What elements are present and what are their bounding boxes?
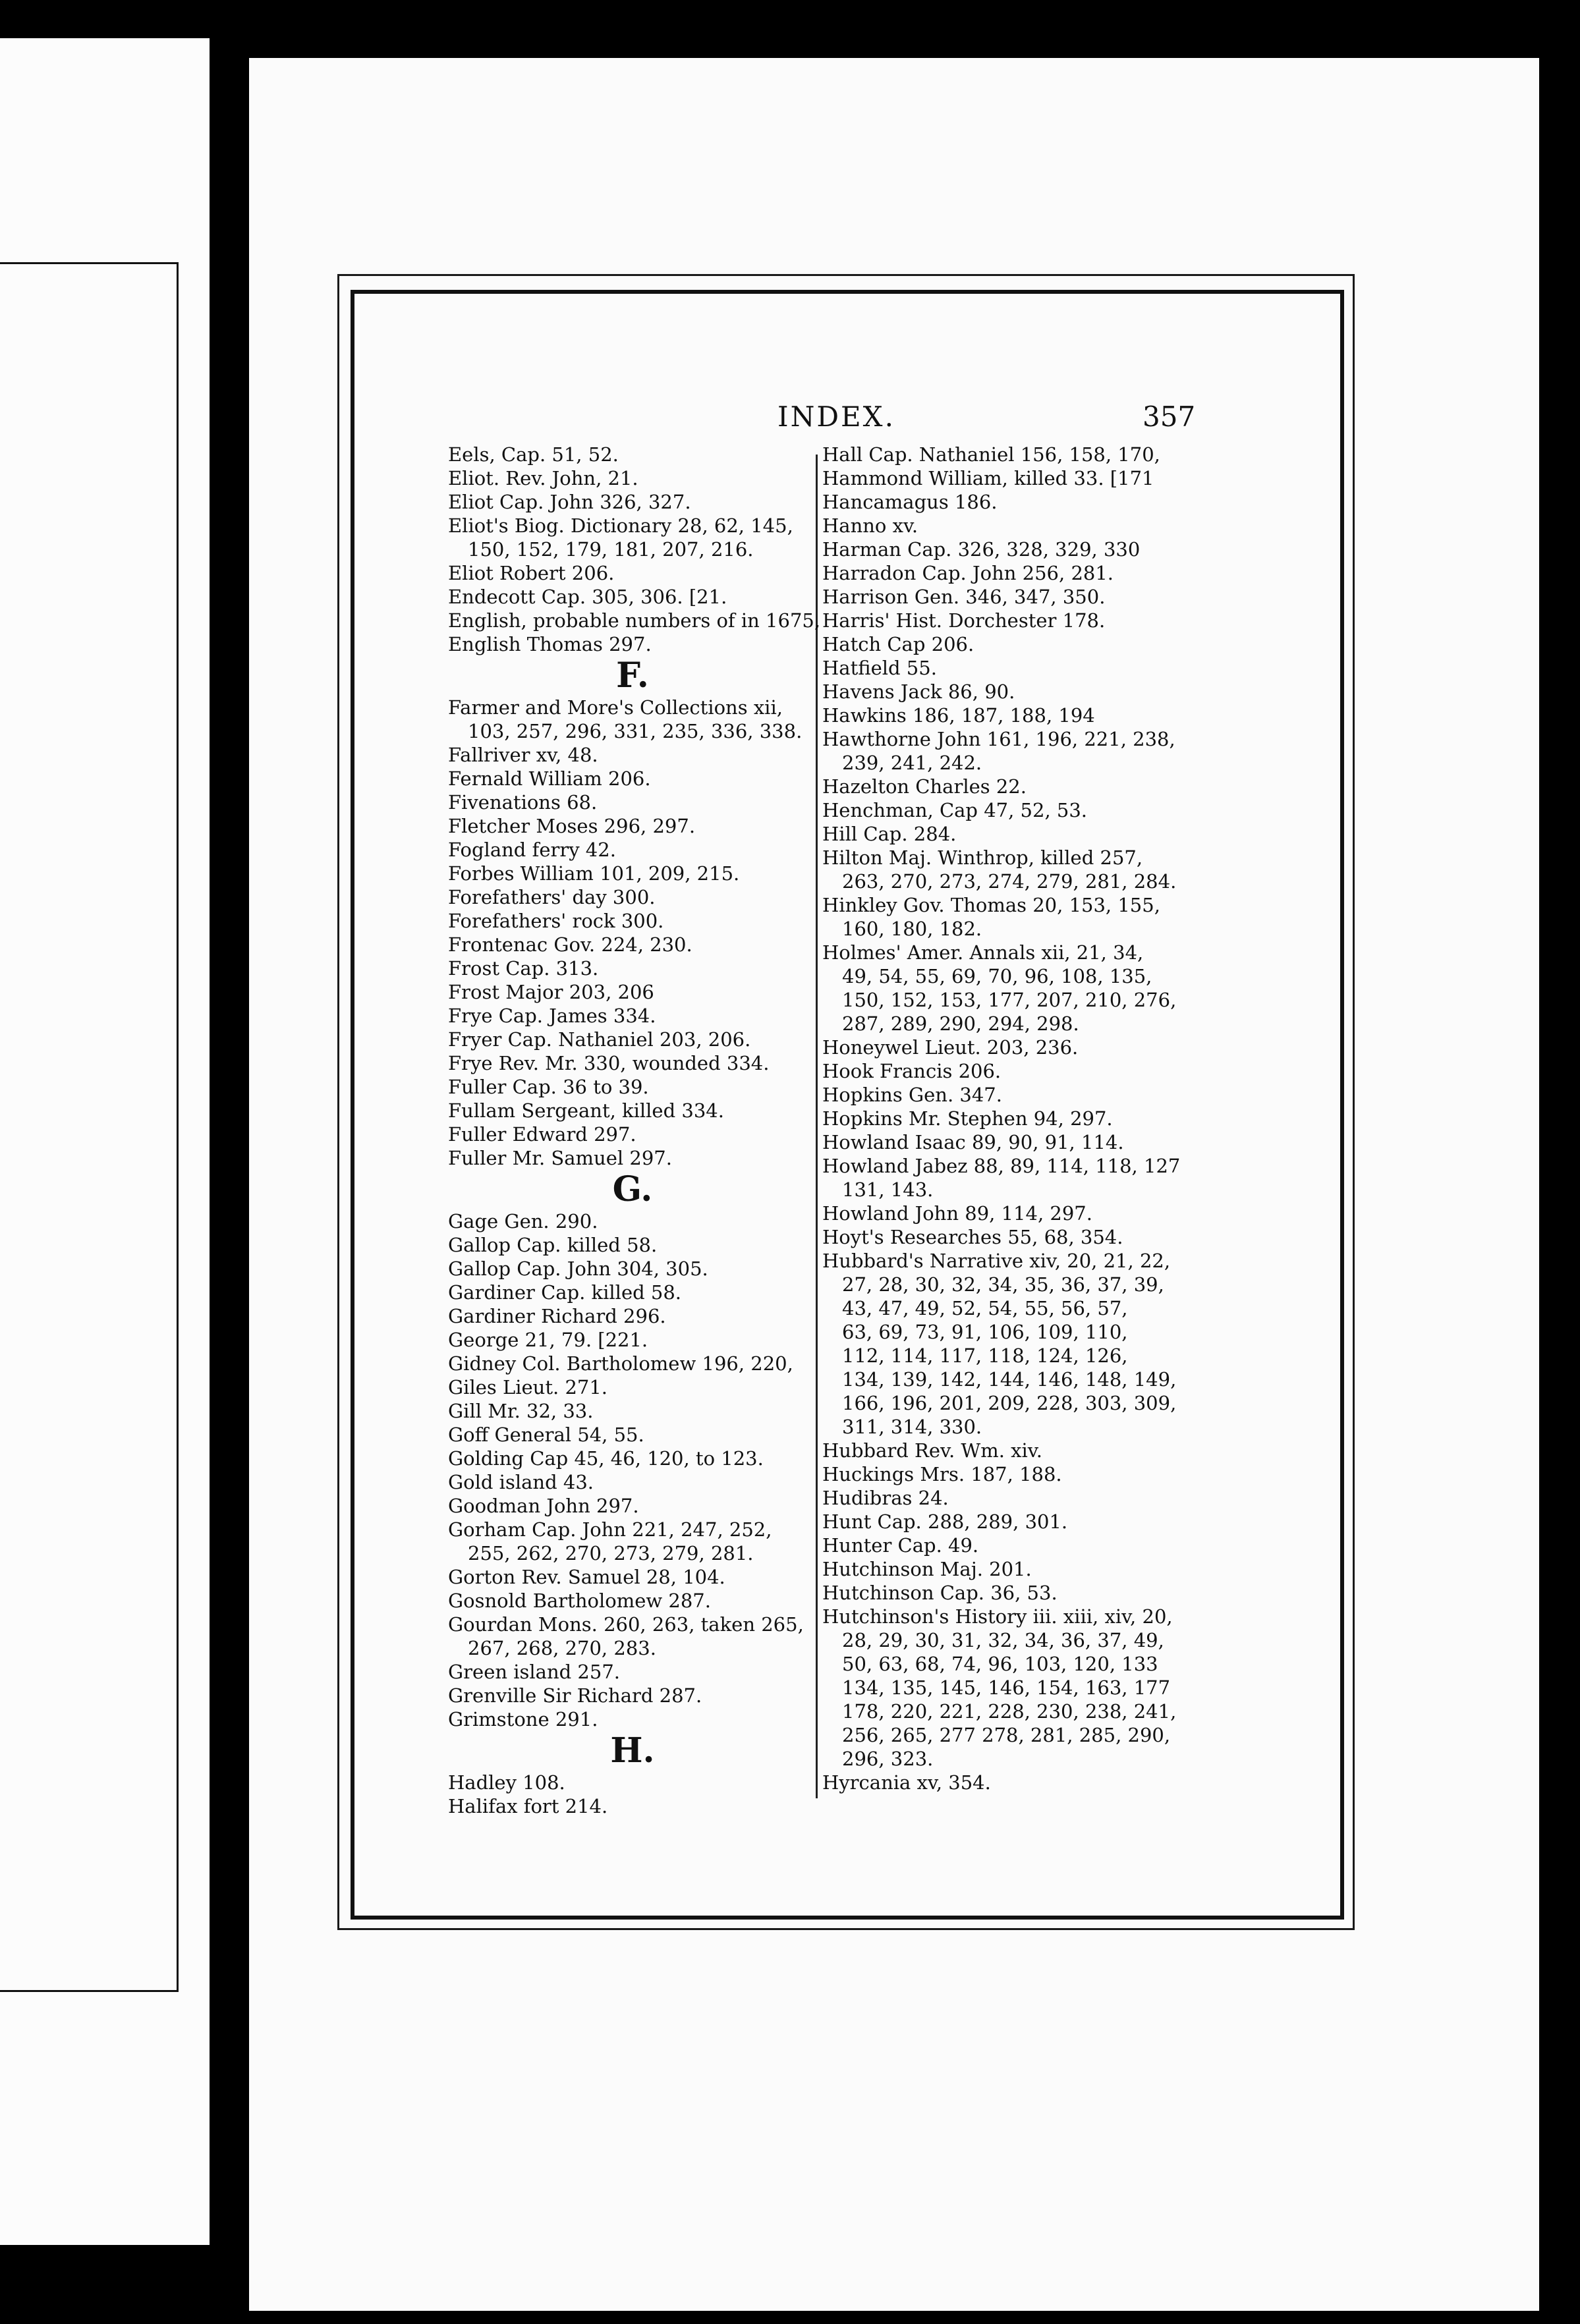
index-entry-continuation: 27, 28, 30, 32, 34, 35, 36, 37, 39, bbox=[842, 1273, 1164, 1296]
index-entry: Hadley 108. bbox=[448, 1771, 565, 1794]
index-entry: Endecott Cap. 305, 306. [21. bbox=[448, 586, 727, 608]
index-entry: Giles Lieut. 271. bbox=[448, 1376, 608, 1398]
index-entry: Hill Cap. 284. bbox=[822, 823, 957, 845]
index-entry-continuation: 134, 135, 145, 146, 154, 163, 177 bbox=[842, 1676, 1171, 1699]
running-head: INDEX. bbox=[777, 401, 895, 433]
index-entry: Golding Cap 45, 46, 120, to 123. bbox=[448, 1447, 764, 1470]
index-entry: Hoyt's Researches 55, 68, 354. bbox=[822, 1226, 1123, 1248]
index-entry-continuation: 63, 69, 73, 91, 106, 109, 110, bbox=[842, 1321, 1128, 1343]
index-entry: Fuller Edward 297. bbox=[448, 1123, 636, 1146]
index-entry: Harradon Cap. John 256, 281. bbox=[822, 562, 1114, 584]
index-entry: Huckings Mrs. 187, 188. bbox=[822, 1463, 1062, 1485]
index-entry: Hall Cap. Nathaniel 156, 158, 170, bbox=[822, 443, 1160, 466]
index-entry: Gardiner Richard 296. bbox=[448, 1305, 666, 1327]
index-entry: Hanno xv. bbox=[822, 514, 918, 537]
index-entry-continuation: 112, 114, 117, 118, 124, 126, bbox=[842, 1344, 1128, 1367]
index-entry: Harman Cap. 326, 328, 329, 330 bbox=[822, 538, 1141, 561]
index-entry: Hutchinson's History iii. xiii, xiv, 20, bbox=[822, 1605, 1173, 1628]
index-entry-continuation: 150, 152, 153, 177, 207, 210, 276, bbox=[842, 989, 1177, 1011]
index-entry: Frye Cap. James 334. bbox=[448, 1005, 656, 1027]
index-entry: Fivenations 68. bbox=[448, 791, 598, 814]
index-entry: Fernald William 206. bbox=[448, 767, 651, 790]
index-entry: Gill Mr. 32, 33. bbox=[448, 1400, 594, 1422]
index-entry: Fullam Sergeant, killed 334. bbox=[448, 1099, 724, 1122]
index-entry: Fogland ferry 42. bbox=[448, 839, 616, 861]
index-entry-continuation: 256, 265, 277 278, 281, 285, 290, bbox=[842, 1724, 1171, 1746]
index-entry: Gosnold Bartholomew 287. bbox=[448, 1590, 711, 1612]
index-entry-continuation: 267, 268, 270, 283. bbox=[468, 1637, 656, 1659]
index-entry: Hopkins Gen. 347. bbox=[822, 1084, 1002, 1106]
index-entry: Howland Jabez 88, 89, 114, 118, 127 bbox=[822, 1155, 1181, 1177]
index-entry: Hazelton Charles 22. bbox=[822, 775, 1027, 798]
facing-page bbox=[0, 38, 210, 2245]
index-entry: Grimstone 291. bbox=[448, 1708, 598, 1730]
index-entry-continuation: 255, 262, 270, 273, 279, 281. bbox=[468, 1542, 754, 1564]
index-entry: Gallop Cap. killed 58. bbox=[448, 1234, 658, 1256]
index-entry-continuation: 131, 143. bbox=[842, 1178, 934, 1201]
index-entry: Howland John 89, 114, 297. bbox=[822, 1202, 1092, 1225]
page-number: 357 bbox=[1143, 401, 1196, 433]
section-letter: G. bbox=[612, 1169, 653, 1209]
index-entry: Harris' Hist. Dorchester 178. bbox=[822, 609, 1106, 632]
index-entry: Fryer Cap. Nathaniel 203, 206. bbox=[448, 1028, 751, 1051]
index-entry: Hunter Cap. 49. bbox=[822, 1534, 979, 1557]
index-entry-continuation: 166, 196, 201, 209, 228, 303, 309, bbox=[842, 1392, 1177, 1414]
index-entry: Gorham Cap. John 221, 247, 252, bbox=[448, 1518, 772, 1541]
index-entry: Frost Cap. 313. bbox=[448, 957, 599, 980]
index-entry: Forbes William 101, 209, 215. bbox=[448, 862, 740, 885]
index-entry: Eels, Cap. 51, 52. bbox=[448, 443, 619, 466]
index-entry: Frontenac Gov. 224, 230. bbox=[448, 933, 692, 956]
index-entry: Eliot Cap. John 326, 327. bbox=[448, 491, 691, 513]
index-entry: Hudibras 24. bbox=[822, 1487, 949, 1509]
index-entry-continuation: 50, 63, 68, 74, 96, 103, 120, 133 bbox=[842, 1653, 1158, 1675]
index-entry: Hunt Cap. 288, 289, 301. bbox=[822, 1510, 1068, 1533]
index-entry: Gage Gen. 290. bbox=[448, 1210, 598, 1232]
index-column-right bbox=[822, 443, 1199, 1794]
index-entry: Gallop Cap. John 304, 305. bbox=[448, 1258, 708, 1280]
index-entry-continuation: 287, 289, 290, 294, 298. bbox=[842, 1012, 1079, 1035]
index-entry: Honeywel Lieut. 203, 236. bbox=[822, 1036, 1079, 1059]
index-entry: Hawthorne John 161, 196, 221, 238, bbox=[822, 728, 1175, 750]
index-entry: Frost Major 203, 206 bbox=[448, 981, 654, 1003]
index-entry: Holmes' Amer. Annals xii, 21, 34, bbox=[822, 941, 1144, 964]
index-entry: Gardiner Cap. killed 58. bbox=[448, 1281, 682, 1304]
index-entry: Hatch Cap 206. bbox=[822, 633, 974, 655]
index-entry: Harrison Gen. 346, 347, 350. bbox=[822, 586, 1106, 608]
index-entry: Hutchinson Maj. 201. bbox=[822, 1558, 1032, 1580]
index-entry: Hook Francis 206. bbox=[822, 1060, 1002, 1082]
index-entry-continuation: 160, 180, 182. bbox=[842, 918, 982, 940]
index-entry: Hammond William, killed 33. [171 bbox=[822, 467, 1154, 489]
index-entry: Gold island 43. bbox=[448, 1471, 594, 1493]
index-entry: Hopkins Mr. Stephen 94, 297. bbox=[822, 1107, 1113, 1130]
index-entry: Eliot's Biog. Dictionary 28, 62, 145, bbox=[448, 514, 793, 537]
index-entry: Grenville Sir Richard 287. bbox=[448, 1684, 702, 1707]
section-letter: H. bbox=[610, 1730, 655, 1771]
index-entry: Fuller Cap. 36 to 39. bbox=[448, 1076, 649, 1098]
section-letter: F. bbox=[616, 655, 649, 696]
index-entry-continuation: 28, 29, 30, 31, 32, 34, 36, 37, 49, bbox=[842, 1629, 1164, 1651]
index-entry: Fuller Mr. Samuel 297. bbox=[448, 1147, 672, 1169]
index-entry: Gourdan Mons. 260, 263, taken 265, bbox=[448, 1613, 804, 1636]
index-entry: Gorton Rev. Samuel 28, 104. bbox=[448, 1566, 725, 1588]
index-entry: Howland Isaac 89, 90, 91, 114. bbox=[822, 1131, 1124, 1153]
index-entry-continuation: 239, 241, 242. bbox=[842, 752, 982, 774]
index-entry: Henchman, Cap 47, 52, 53. bbox=[822, 799, 1088, 821]
index-entry: Hubbard Rev. Wm. xiv. bbox=[822, 1439, 1042, 1462]
index-entry: Goodman John 297. bbox=[448, 1495, 639, 1517]
index-entry: Green island 257. bbox=[448, 1661, 620, 1683]
index-entry-continuation: 263, 270, 273, 274, 279, 281, 284. bbox=[842, 870, 1177, 893]
index-entry: Hancamagus 186. bbox=[822, 491, 998, 513]
index-entry: Forefathers' rock 300. bbox=[448, 910, 664, 932]
index-entry: Hinkley Gov. Thomas 20, 153, 155, bbox=[822, 894, 1160, 916]
index-entry-continuation: 296, 323. bbox=[842, 1748, 934, 1770]
index-entry: Gidney Col. Bartholomew 196, 220, bbox=[448, 1352, 793, 1375]
index-entry-continuation: 134, 139, 142, 144, 146, 148, 149, bbox=[842, 1368, 1177, 1391]
index-entry: Forefathers' day 300. bbox=[448, 886, 656, 908]
index-entry: Hilton Maj. Winthrop, killed 257, bbox=[822, 846, 1143, 869]
index-entry: Frye Rev. Mr. 330, wounded 334. bbox=[448, 1052, 770, 1074]
index-entry: Eliot Robert 206. bbox=[448, 562, 615, 584]
index-entry-continuation: 311, 314, 330. bbox=[842, 1416, 982, 1438]
index-column-left bbox=[448, 443, 821, 1818]
index-entry: Eliot. Rev. John, 21. bbox=[448, 467, 638, 489]
index-entry: George 21, 79. [221. bbox=[448, 1329, 648, 1351]
index-entry-continuation: 43, 47, 49, 52, 54, 55, 56, 57, bbox=[842, 1297, 1128, 1319]
index-entry: English, probable numbers of in 1675, bbox=[448, 609, 821, 632]
index-entry: Fletcher Moses 296, 297. bbox=[448, 815, 696, 837]
index-entry-continuation: 49, 54, 55, 69, 70, 96, 108, 135, bbox=[842, 965, 1152, 987]
index-entry: Hatfield 55. bbox=[822, 657, 937, 679]
index-entry: Fallriver xv, 48. bbox=[448, 744, 598, 766]
index-entry: Goff General 54, 55. bbox=[448, 1424, 644, 1446]
index-entry-continuation: 178, 220, 221, 228, 230, 238, 241, bbox=[842, 1700, 1177, 1723]
index-entry: Farmer and More's Collections xii, bbox=[448, 696, 783, 719]
facing-page-frame bbox=[0, 262, 179, 1992]
index-entry: Hawkins 186, 187, 188, 194 bbox=[822, 704, 1095, 727]
index-entry: Havens Jack 86, 90. bbox=[822, 680, 1015, 703]
index-entry-continuation: 150, 152, 179, 181, 207, 216. bbox=[468, 538, 754, 561]
index-entry-continuation: 103, 257, 296, 331, 235, 336, 338. bbox=[468, 720, 803, 742]
index-entry: English Thomas 297. bbox=[448, 633, 652, 655]
index-entry: Halifax fort 214. bbox=[448, 1795, 608, 1817]
index-entry: Hutchinson Cap. 36, 53. bbox=[822, 1582, 1058, 1604]
index-entry: Hyrcania xv, 354. bbox=[822, 1771, 991, 1794]
index-entry: Hubbard's Narrative xiv, 20, 21, 22, bbox=[822, 1250, 1171, 1272]
